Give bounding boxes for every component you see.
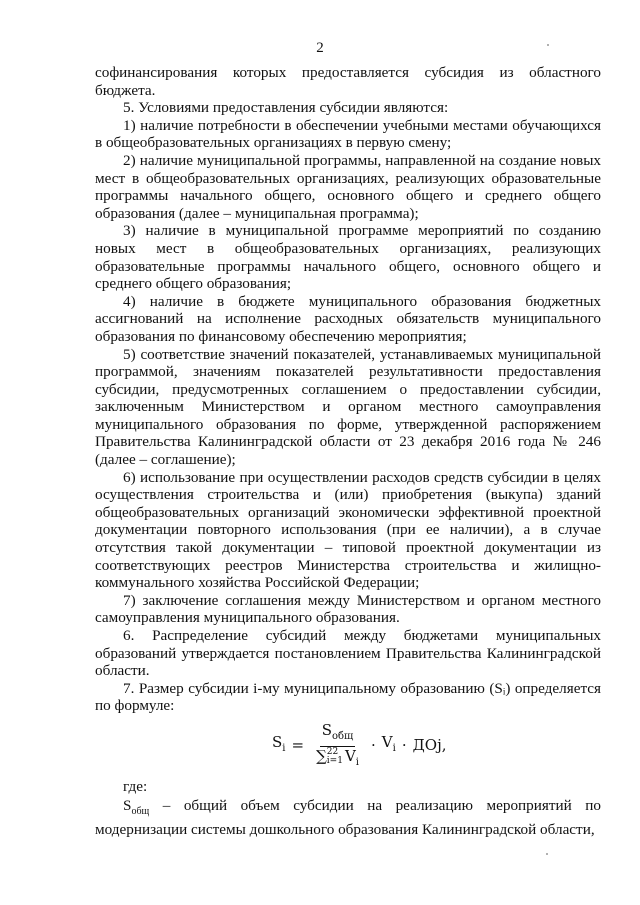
paragraph: 2) наличие муниципальной программы, направленной на создание новых мест в общеобразовательных организациях, реализующих образовательные программы начального общего, основного общего и среднего общего образования (далее – муниципальная программа); (95, 151, 601, 222)
formula-denominator: ∑ 22 i=1 $V_i$ (316, 746, 359, 768)
paragraph: 6) использование при осуществлении расходов средств субсидии в целях осуществления строительства и (или) приобретения (выкупа) зданий общеобразовательных организаций экономически эффективной проектной документации повторного использования (при ее наличии), а в случае отсутствия такой документации – типовой проектной документации из соответствующих реестров Министерства строительства и жилищно-коммунального хозяйства Российской Федерации; (95, 468, 601, 592)
paragraph: 3) наличие в муниципальной программе мероприятий по созданию новых мест в общеобразовательных организациях, реализующих образовательные программы начального общего, основного общего и среднего общего образования; (95, 222, 601, 293)
subsidy-formula (272, 720, 447, 768)
formula-fraction (316, 722, 359, 771)
formula-dot-1: · (370, 736, 376, 755)
formula-numerator: $S_{общ}$ (320, 722, 356, 747)
definition-text: – общий объем субсидии на реализацию мероприятий по модернизации системы дошкольного образования Калининградской области, (95, 797, 601, 838)
formula-do: ДОj, (412, 736, 447, 755)
scan-speck (547, 44, 549, 46)
formula-dot-2: · (401, 736, 407, 755)
paragraph: 1) наличие потребности в обеспечении учебными местами обучающихся в общеобразовательных организациях в первую смену; (95, 116, 601, 152)
paragraph: 5. Условиями предоставления субсидии являются: (123, 99, 449, 117)
body-text (95, 64, 601, 715)
paragraph: софинансирования которых предоставляется субсидия из областного бюджета. (95, 64, 601, 99)
formula-lhs: $S_i$ (272, 733, 286, 755)
paragraph: 7. Размер субсидии i-му муниципальному образованию (Sᵢ) определяется по формуле: (95, 679, 601, 715)
where-label: где: (123, 778, 148, 795)
paragraph: 6. Распределение субсидий между бюджетами муниципальных образований утверждается постановлением Правительства Калининградской области. (95, 627, 601, 680)
paragraph: 5) соответствие значений показателей, устанавливаемых муниципальной программой, значениям показателей результативности предоставления субсидии, предусмотренных соглашением о предоставлении субсидии, заключенным Министерством и органом местного самоуправления муниципального образования по форме, утвержденной распоряжением Правительства Калининградской области от 23 декабря 2016 года № 246 (далее – соглашение); (95, 345, 601, 469)
scan-speck (546, 853, 548, 855)
definition-paragraph (95, 797, 601, 838)
paragraph: 4) наличие в бюджете муниципального образования бюджетных ассигнований на исполнение расходных обязательств муниципального образования по финансовому обеспечению мероприятия; (95, 292, 601, 345)
formula-equals: = (291, 736, 305, 755)
paragraph: 7) заключение соглашения между Министерством и органом местного самоуправления муниципального образования. (95, 591, 601, 627)
definition-symbol: $S_{общ}$ (123, 797, 150, 818)
formula-v: $V_i$ (381, 733, 396, 755)
page-number: 2 (316, 40, 324, 56)
